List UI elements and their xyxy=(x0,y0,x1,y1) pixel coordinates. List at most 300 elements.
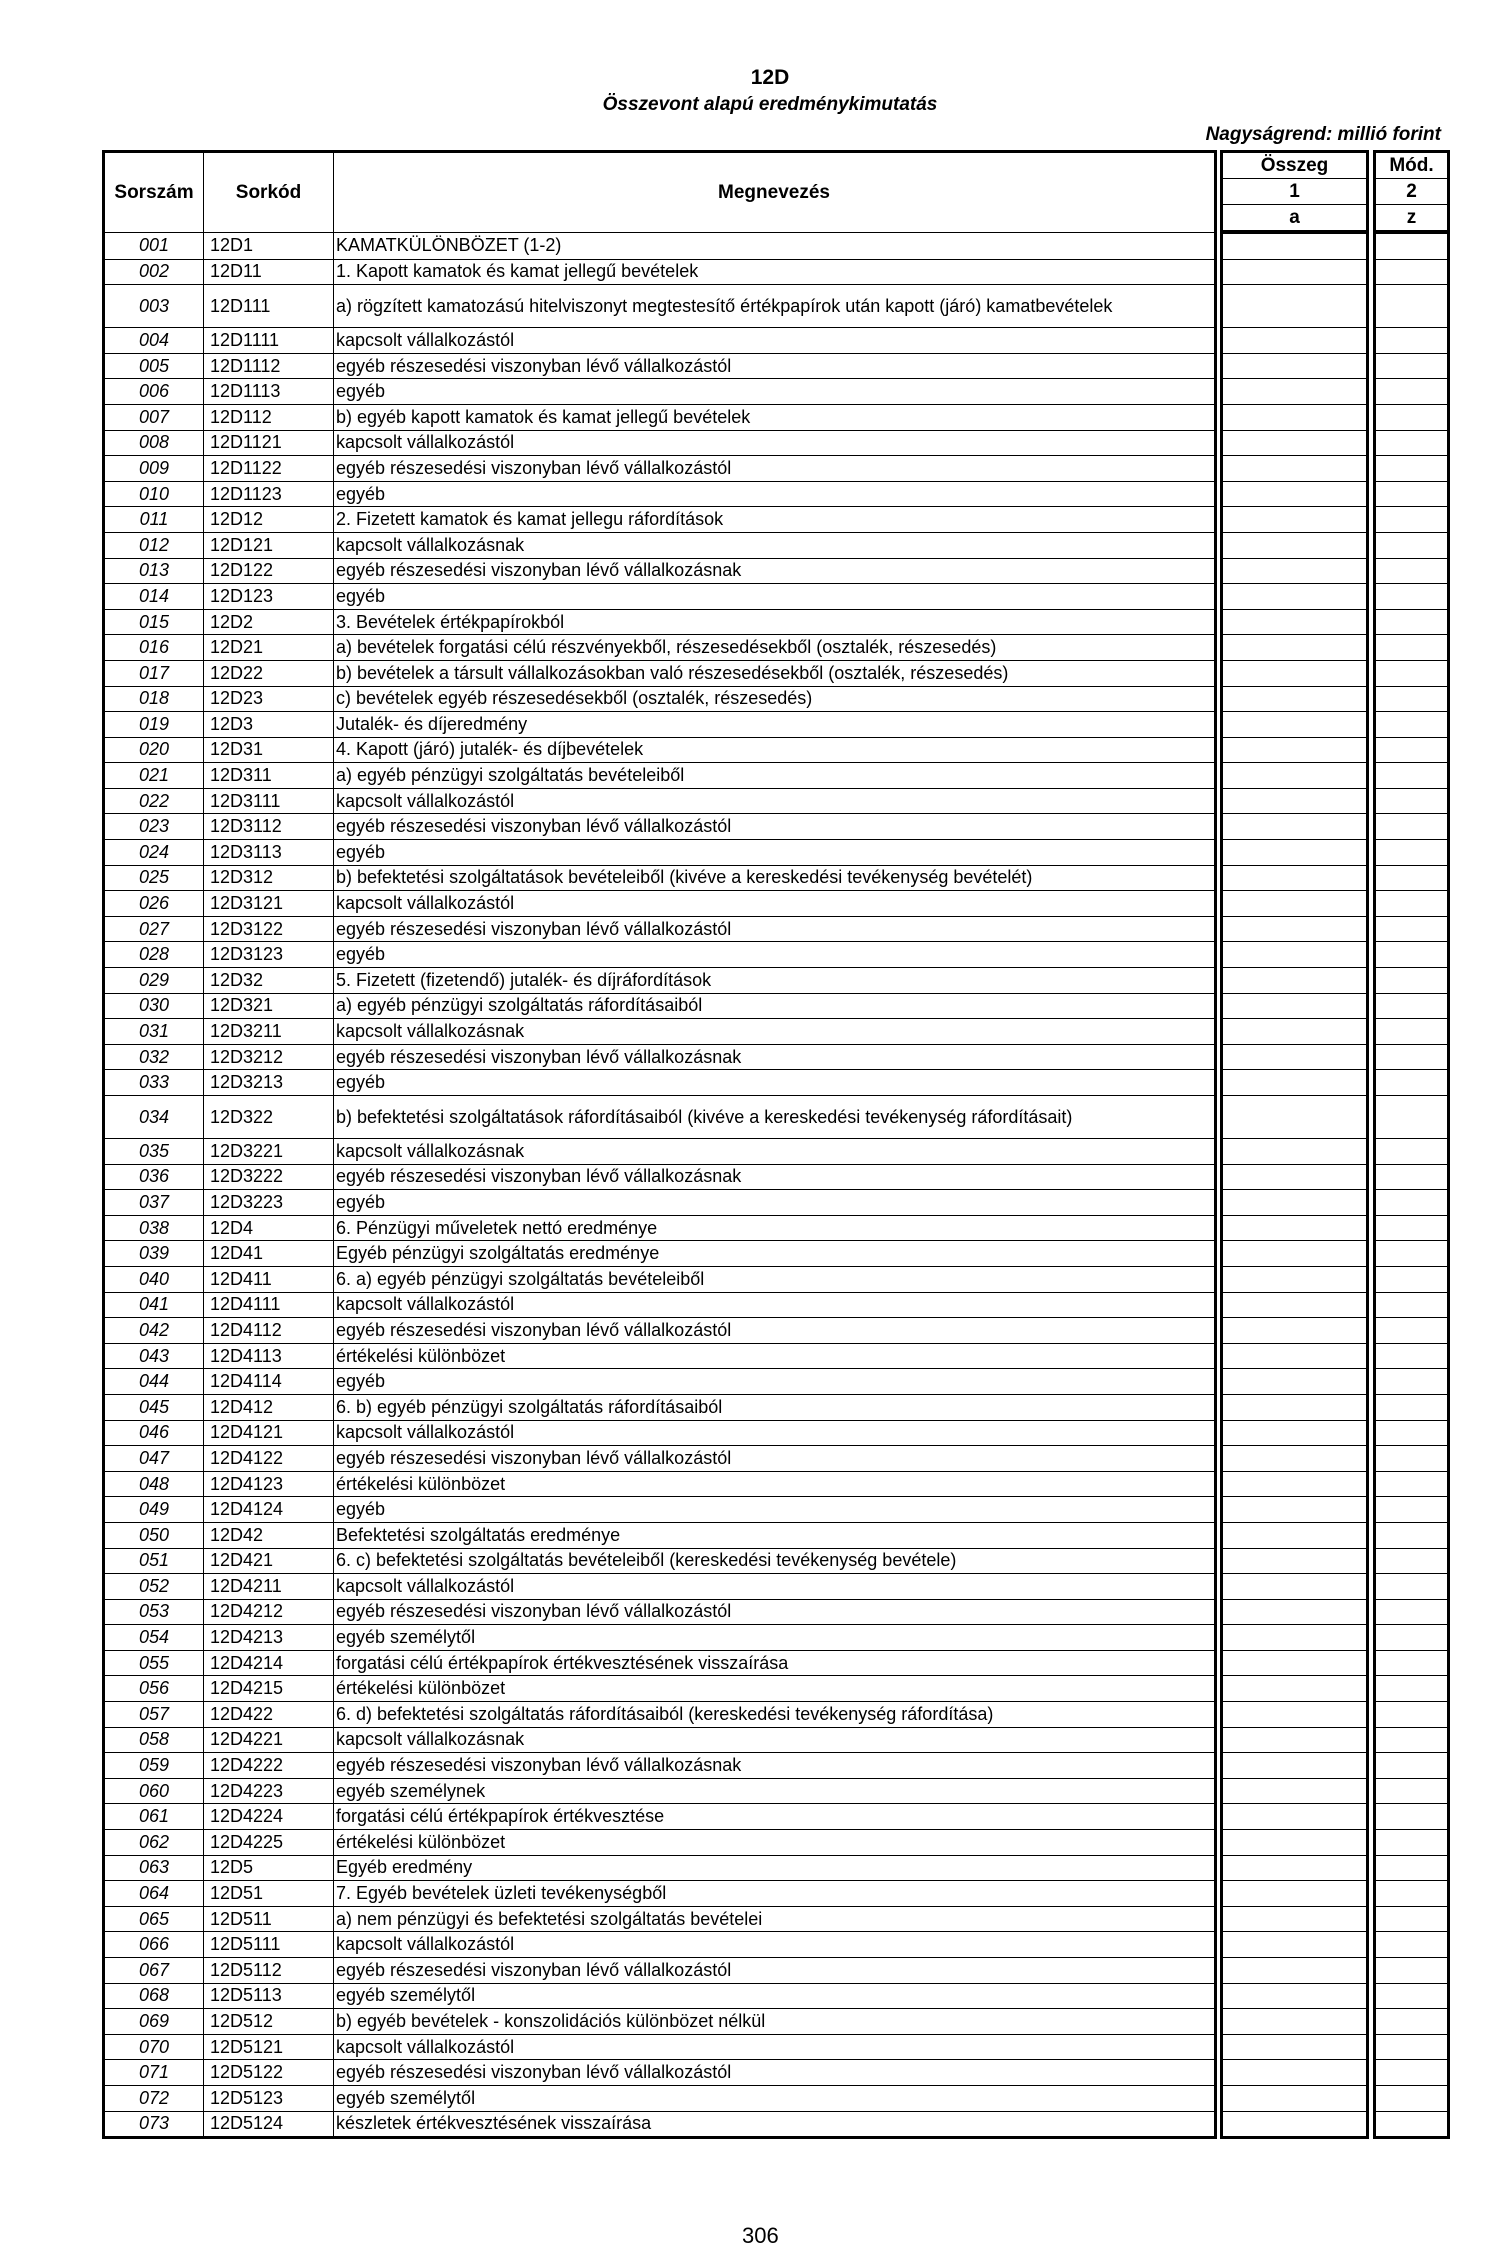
row-osszeg-input[interactable] xyxy=(1222,1164,1368,1190)
row-megnevezes: egyéb xyxy=(334,942,1216,968)
row-mod-input[interactable] xyxy=(1375,558,1449,584)
row-megnevezes: egyéb részesedési viszonyban lévő vállalkozástól xyxy=(334,353,1216,379)
row-mod-input[interactable] xyxy=(1375,1881,1449,1907)
row-sorkod: 12D1112 xyxy=(204,353,334,379)
row-osszeg-input[interactable] xyxy=(1222,1318,1368,1344)
row-mod-input[interactable] xyxy=(1375,1855,1449,1881)
row-osszeg-input[interactable] xyxy=(1222,328,1368,354)
row-sorkod: 12D412 xyxy=(204,1394,334,1420)
row-megnevezes: egyéb részesedési viszonyban lévő vállalkozástól xyxy=(334,814,1216,840)
row-megnevezes: c) bevételek egyéb részesedésekből (osztalék, részesedés) xyxy=(334,686,1216,712)
table-row xyxy=(104,609,1449,635)
table-row xyxy=(104,1727,1449,1753)
row-osszeg-input[interactable] xyxy=(1222,1855,1368,1881)
row-osszeg-input[interactable] xyxy=(1222,1599,1368,1625)
row-osszeg-input[interactable] xyxy=(1222,814,1368,840)
row-osszeg-input[interactable] xyxy=(1222,404,1368,430)
row-mod-input[interactable] xyxy=(1375,2060,1449,2086)
row-osszeg-input[interactable] xyxy=(1222,609,1368,635)
row-osszeg-input[interactable] xyxy=(1222,737,1368,763)
row-mod-input[interactable] xyxy=(1375,1906,1449,1932)
row-osszeg-input[interactable] xyxy=(1222,1241,1368,1267)
row-mod-input[interactable] xyxy=(1375,1215,1449,1241)
row-osszeg-input[interactable] xyxy=(1222,1958,1368,1984)
row-osszeg-input[interactable] xyxy=(1222,507,1368,533)
row-megnevezes: b) befektetési szolgáltatások bevételeiből (kivéve a kereskedési tevékenység bevételét) xyxy=(334,865,1216,891)
row-mod-input[interactable] xyxy=(1375,1778,1449,1804)
table-row xyxy=(104,1497,1449,1523)
row-osszeg-input[interactable] xyxy=(1222,379,1368,405)
row-sorszam: 014 xyxy=(104,584,204,610)
row-osszeg-input[interactable] xyxy=(1222,1139,1368,1165)
table-row xyxy=(104,1139,1449,1165)
row-sorszam: 023 xyxy=(104,814,204,840)
row-osszeg-input[interactable] xyxy=(1222,1753,1368,1779)
row-mod-input[interactable] xyxy=(1375,763,1449,789)
row-megnevezes: kapcsolt vállalkozástól xyxy=(334,1292,1216,1318)
row-sorkod: 12D31 xyxy=(204,737,334,763)
row-osszeg-input[interactable] xyxy=(1222,1215,1368,1241)
unit-label: Nagyságrend: millió forint xyxy=(1205,124,1441,145)
row-sorkod: 12D4213 xyxy=(204,1625,334,1651)
row-sorkod: 12D5 xyxy=(204,1855,334,1881)
row-megnevezes: 6. b) egyéb pénzügyi szolgáltatás ráfordításaiból xyxy=(334,1394,1216,1420)
row-osszeg-input[interactable] xyxy=(1222,712,1368,738)
row-mod-input[interactable] xyxy=(1375,1096,1449,1139)
row-mod-input[interactable] xyxy=(1375,1932,1449,1958)
row-mod-input[interactable] xyxy=(1375,686,1449,712)
row-sorkod: 12D4113 xyxy=(204,1343,334,1369)
table-row xyxy=(104,660,1449,686)
row-sorszam: 054 xyxy=(104,1625,204,1651)
row-osszeg-input[interactable] xyxy=(1222,285,1368,328)
row-osszeg-input[interactable] xyxy=(1222,1471,1368,1497)
row-mod-input[interactable] xyxy=(1375,968,1449,994)
table-row xyxy=(104,285,1449,328)
form-code: 12D xyxy=(750,66,790,89)
row-mod-input[interactable] xyxy=(1375,1804,1449,1830)
row-megnevezes: értékelési különbözet xyxy=(334,1343,1216,1369)
row-megnevezes: egyéb részesedési viszonyban lévő vállalkozástól xyxy=(334,1318,1216,1344)
row-sorszam: 061 xyxy=(104,1804,204,1830)
row-megnevezes: egyéb részesedési viszonyban lévő vállalkozástól xyxy=(334,1446,1216,1472)
table-row xyxy=(104,1599,1449,1625)
row-sorszam: 045 xyxy=(104,1394,204,1420)
row-sorszam: 006 xyxy=(104,379,204,405)
row-sorszam: 067 xyxy=(104,1958,204,1984)
row-megnevezes: egyéb részesedési viszonyban lévő vállalkozástól xyxy=(334,2060,1216,2086)
row-mod-input[interactable] xyxy=(1375,1497,1449,1523)
col-header-osszeg-num: 1 xyxy=(1222,179,1368,205)
row-megnevezes: kapcsolt vállalkozásnak xyxy=(334,1139,1216,1165)
row-osszeg-input[interactable] xyxy=(1222,942,1368,968)
row-sorszam: 002 xyxy=(104,259,204,285)
row-sorszam: 047 xyxy=(104,1446,204,1472)
row-sorszam: 039 xyxy=(104,1241,204,1267)
row-osszeg-input[interactable] xyxy=(1222,686,1368,712)
row-sorkod: 12D1122 xyxy=(204,456,334,482)
row-osszeg-input[interactable] xyxy=(1222,430,1368,456)
row-mod-input[interactable] xyxy=(1375,993,1449,1019)
row-mod-input[interactable] xyxy=(1375,1650,1449,1676)
row-megnevezes: egyéb xyxy=(334,584,1216,610)
row-mod-input[interactable] xyxy=(1375,1343,1449,1369)
table-row xyxy=(104,1932,1449,1958)
row-megnevezes: kapcsolt vállalkozásnak xyxy=(334,1019,1216,1045)
row-osszeg-input[interactable] xyxy=(1222,1727,1368,1753)
row-mod-input[interactable] xyxy=(1375,507,1449,533)
row-osszeg-input[interactable] xyxy=(1222,1292,1368,1318)
row-megnevezes: egyéb részesedési viszonyban lévő vállalkozásnak xyxy=(334,1753,1216,1779)
row-sorszam: 029 xyxy=(104,968,204,994)
row-sorszam: 013 xyxy=(104,558,204,584)
table-row xyxy=(104,1625,1449,1651)
row-sorszam: 019 xyxy=(104,712,204,738)
table-row xyxy=(104,942,1449,968)
row-osszeg-input[interactable] xyxy=(1222,1190,1368,1216)
row-sorszam: 028 xyxy=(104,942,204,968)
row-mod-input[interactable] xyxy=(1375,660,1449,686)
row-mod-input[interactable] xyxy=(1375,1446,1449,1472)
row-megnevezes: 7. Egyéb bevételek üzleti tevékenységből xyxy=(334,1881,1216,1907)
table-row xyxy=(104,2009,1449,2035)
row-mod-input[interactable] xyxy=(1375,1139,1449,1165)
row-sorkod: 12D4 xyxy=(204,1215,334,1241)
table-row xyxy=(104,1019,1449,1045)
row-osszeg-input[interactable] xyxy=(1222,660,1368,686)
table-row xyxy=(104,404,1449,430)
row-megnevezes: kapcsolt vállalkozástól xyxy=(334,328,1216,354)
row-megnevezes: 3. Bevételek értékpapírokból xyxy=(334,609,1216,635)
row-sorkod: 12D51 xyxy=(204,1881,334,1907)
table-row xyxy=(104,1778,1449,1804)
row-sorkod: 12D322 xyxy=(204,1096,334,1139)
row-mod-input[interactable] xyxy=(1375,1471,1449,1497)
row-mod-input[interactable] xyxy=(1375,814,1449,840)
col-header-megnevezes: Megnevezés xyxy=(334,152,1216,233)
table-row xyxy=(104,1215,1449,1241)
row-sorkod: 12D3213 xyxy=(204,1070,334,1096)
row-sorszam: 064 xyxy=(104,1881,204,1907)
row-mod-input[interactable] xyxy=(1375,481,1449,507)
row-mod-input[interactable] xyxy=(1375,1241,1449,1267)
row-osszeg-input[interactable] xyxy=(1222,865,1368,891)
row-sorszam: 005 xyxy=(104,353,204,379)
row-osszeg-input[interactable] xyxy=(1222,1881,1368,1907)
row-mod-input[interactable] xyxy=(1375,1548,1449,1574)
row-megnevezes: kapcsolt vállalkozástól xyxy=(334,788,1216,814)
row-mod-input[interactable] xyxy=(1375,1727,1449,1753)
row-sorkod: 12D3111 xyxy=(204,788,334,814)
row-osszeg-input[interactable] xyxy=(1222,635,1368,661)
row-mod-input[interactable] xyxy=(1375,1164,1449,1190)
row-sorszam: 046 xyxy=(104,1420,204,1446)
row-sorkod: 12D3122 xyxy=(204,916,334,942)
row-megnevezes: b) befektetési szolgáltatások ráfordításaiból (kivéve a kereskedési tevékenység ráfordításait) xyxy=(334,1096,1216,1139)
row-sorkod: 12D4124 xyxy=(204,1497,334,1523)
row-sorkod: 12D3 xyxy=(204,712,334,738)
row-sorkod: 12D4123 xyxy=(204,1471,334,1497)
row-mod-input[interactable] xyxy=(1375,584,1449,610)
row-megnevezes: Jutalék- és díjeredmény xyxy=(334,712,1216,738)
row-sorkod: 12D111 xyxy=(204,285,334,328)
row-mod-input[interactable] xyxy=(1375,737,1449,763)
table-row xyxy=(104,1753,1449,1779)
row-megnevezes: egyéb részesedési viszonyban lévő vállalkozástól xyxy=(334,456,1216,482)
row-osszeg-input[interactable] xyxy=(1222,1676,1368,1702)
row-osszeg-input[interactable] xyxy=(1222,456,1368,482)
row-mod-input[interactable] xyxy=(1375,1625,1449,1651)
table-row xyxy=(104,2085,1449,2111)
row-megnevezes: kapcsolt vállalkozástól xyxy=(334,430,1216,456)
row-mod-input[interactable] xyxy=(1375,788,1449,814)
row-osszeg-input[interactable] xyxy=(1222,1650,1368,1676)
row-osszeg-input[interactable] xyxy=(1222,1369,1368,1395)
row-sorkod: 12D121 xyxy=(204,532,334,558)
row-mod-input[interactable] xyxy=(1375,1369,1449,1395)
row-megnevezes: egyéb xyxy=(334,379,1216,405)
row-sorkod: 12D5121 xyxy=(204,2034,334,2060)
row-sorszam: 057 xyxy=(104,1702,204,1728)
row-osszeg-input[interactable] xyxy=(1222,1070,1368,1096)
row-sorkod: 12D5124 xyxy=(204,2111,334,2138)
row-sorszam: 052 xyxy=(104,1574,204,1600)
row-sorkod: 12D4111 xyxy=(204,1292,334,1318)
row-osszeg-input[interactable] xyxy=(1222,1906,1368,1932)
row-mod-input[interactable] xyxy=(1375,1292,1449,1318)
row-osszeg-input[interactable] xyxy=(1222,259,1368,285)
row-megnevezes: Egyéb pénzügyi szolgáltatás eredménye xyxy=(334,1241,1216,1267)
row-mod-input[interactable] xyxy=(1375,1394,1449,1420)
row-osszeg-input[interactable] xyxy=(1222,1019,1368,1045)
row-osszeg-input[interactable] xyxy=(1222,1420,1368,1446)
table-body xyxy=(104,232,1449,2138)
row-osszeg-input[interactable] xyxy=(1222,788,1368,814)
row-sorkod: 12D4225 xyxy=(204,1830,334,1856)
row-osszeg-input[interactable] xyxy=(1222,532,1368,558)
table-row xyxy=(104,1420,1449,1446)
row-mod-input[interactable] xyxy=(1375,2085,1449,2111)
row-megnevezes: forgatási célú értékpapírok értékvesztésének visszaírása xyxy=(334,1650,1216,1676)
row-sorkod: 12D5113 xyxy=(204,1983,334,2009)
row-osszeg-input[interactable] xyxy=(1222,558,1368,584)
row-megnevezes: a) egyéb pénzügyi szolgáltatás bevételeiből xyxy=(334,763,1216,789)
row-megnevezes: 1. Kapott kamatok és kamat jellegű bevételek xyxy=(334,259,1216,285)
row-sorkod: 12D3212 xyxy=(204,1044,334,1070)
row-osszeg-input[interactable] xyxy=(1222,2034,1368,2060)
row-sorszam: 010 xyxy=(104,481,204,507)
row-mod-input[interactable] xyxy=(1375,1958,1449,1984)
row-sorkod: 12D512 xyxy=(204,2009,334,2035)
table-row xyxy=(104,763,1449,789)
table-row xyxy=(104,1164,1449,1190)
row-mod-input[interactable] xyxy=(1375,891,1449,917)
row-megnevezes: egyéb személytől xyxy=(334,1983,1216,2009)
row-megnevezes: egyéb részesedési viszonyban lévő vállalkozásnak xyxy=(334,558,1216,584)
row-mod-input[interactable] xyxy=(1375,1019,1449,1045)
row-mod-input[interactable] xyxy=(1375,635,1449,661)
row-mod-input[interactable] xyxy=(1375,1522,1449,1548)
row-mod-input[interactable] xyxy=(1375,1676,1449,1702)
row-sorkod: 12D12 xyxy=(204,507,334,533)
row-megnevezes: kapcsolt vállalkozástól xyxy=(334,2034,1216,2060)
row-sorkod: 12D421 xyxy=(204,1548,334,1574)
row-mod-input[interactable] xyxy=(1375,840,1449,866)
row-osszeg-input[interactable] xyxy=(1222,1778,1368,1804)
row-megnevezes: 4. Kapott (járó) jutalék- és díjbevételek xyxy=(334,737,1216,763)
row-mod-input[interactable] xyxy=(1375,532,1449,558)
row-sorszam: 042 xyxy=(104,1318,204,1344)
row-megnevezes: egyéb xyxy=(334,481,1216,507)
row-osszeg-input[interactable] xyxy=(1222,481,1368,507)
row-sorkod: 12D32 xyxy=(204,968,334,994)
row-mod-input[interactable] xyxy=(1375,2034,1449,2060)
row-osszeg-input[interactable] xyxy=(1222,1497,1368,1523)
row-osszeg-input[interactable] xyxy=(1222,763,1368,789)
row-osszeg-input[interactable] xyxy=(1222,584,1368,610)
row-osszeg-input[interactable] xyxy=(1222,891,1368,917)
row-mod-input[interactable] xyxy=(1375,1266,1449,1292)
row-sorszam: 035 xyxy=(104,1139,204,1165)
row-mod-input[interactable] xyxy=(1375,916,1449,942)
row-megnevezes: 6. Pénzügyi műveletek nettó eredménye xyxy=(334,1215,1216,1241)
row-sorszam: 056 xyxy=(104,1676,204,1702)
table-row xyxy=(104,916,1449,942)
row-mod-input[interactable] xyxy=(1375,1599,1449,1625)
row-megnevezes: egyéb részesedési viszonyban lévő vállalkozástól xyxy=(334,1599,1216,1625)
row-sorszam: 043 xyxy=(104,1343,204,1369)
table-row xyxy=(104,1522,1449,1548)
row-sorszam: 050 xyxy=(104,1522,204,1548)
table-row xyxy=(104,1292,1449,1318)
table-row xyxy=(104,993,1449,1019)
row-mod-input[interactable] xyxy=(1375,430,1449,456)
row-sorszam: 018 xyxy=(104,686,204,712)
row-osszeg-input[interactable] xyxy=(1222,232,1368,259)
row-osszeg-input[interactable] xyxy=(1222,840,1368,866)
row-osszeg-input[interactable] xyxy=(1222,968,1368,994)
row-osszeg-input[interactable] xyxy=(1222,1522,1368,1548)
row-mod-input[interactable] xyxy=(1375,232,1449,259)
row-mod-input[interactable] xyxy=(1375,1574,1449,1600)
row-osszeg-input[interactable] xyxy=(1222,1343,1368,1369)
row-osszeg-input[interactable] xyxy=(1222,1394,1368,1420)
row-sorszam: 027 xyxy=(104,916,204,942)
row-sorszam: 062 xyxy=(104,1830,204,1856)
row-osszeg-input[interactable] xyxy=(1222,1983,1368,2009)
row-osszeg-input[interactable] xyxy=(1222,1044,1368,1070)
row-osszeg-input[interactable] xyxy=(1222,2085,1368,2111)
table-row xyxy=(104,430,1449,456)
row-sorszam: 017 xyxy=(104,660,204,686)
table-row xyxy=(104,1830,1449,1856)
table-row xyxy=(104,558,1449,584)
row-megnevezes: b) bevételek a társult vállalkozásokban való részesedésekből (osztalék, részesedés) xyxy=(334,660,1216,686)
row-mod-input[interactable] xyxy=(1375,328,1449,354)
row-sorkod: 12D1111 xyxy=(204,328,334,354)
table-row xyxy=(104,840,1449,866)
row-sorszam: 008 xyxy=(104,430,204,456)
row-mod-input[interactable] xyxy=(1375,1318,1449,1344)
row-osszeg-input[interactable] xyxy=(1222,2111,1368,2138)
row-sorszam: 066 xyxy=(104,1932,204,1958)
row-sorkod: 12D4221 xyxy=(204,1727,334,1753)
row-mod-input[interactable] xyxy=(1375,456,1449,482)
row-mod-input[interactable] xyxy=(1375,1983,1449,2009)
row-osszeg-input[interactable] xyxy=(1222,993,1368,1019)
row-megnevezes: egyéb részesedési viszonyban lévő vállalkozásnak xyxy=(334,1044,1216,1070)
row-sorkod: 12D511 xyxy=(204,1906,334,1932)
row-mod-input[interactable] xyxy=(1375,1702,1449,1728)
row-mod-input[interactable] xyxy=(1375,1044,1449,1070)
col-header-mod: Mód. xyxy=(1375,152,1449,179)
row-osszeg-input[interactable] xyxy=(1222,1096,1368,1139)
row-sorszam: 032 xyxy=(104,1044,204,1070)
row-sorkod: 12D11 xyxy=(204,259,334,285)
row-sorkod: 12D4214 xyxy=(204,1650,334,1676)
row-mod-input[interactable] xyxy=(1375,285,1449,328)
row-osszeg-input[interactable] xyxy=(1222,916,1368,942)
row-osszeg-input[interactable] xyxy=(1222,1266,1368,1292)
table-row xyxy=(104,2111,1449,2138)
row-sorszam: 049 xyxy=(104,1497,204,1523)
row-sorkod: 12D123 xyxy=(204,584,334,610)
row-mod-input[interactable] xyxy=(1375,865,1449,891)
row-sorkod: 12D321 xyxy=(204,993,334,1019)
row-osszeg-input[interactable] xyxy=(1222,353,1368,379)
row-mod-input[interactable] xyxy=(1375,1420,1449,1446)
row-mod-input[interactable] xyxy=(1375,942,1449,968)
row-mod-input[interactable] xyxy=(1375,259,1449,285)
row-megnevezes: 2. Fizetett kamatok és kamat jellegu ráfordítások xyxy=(334,507,1216,533)
row-osszeg-input[interactable] xyxy=(1222,1446,1368,1472)
row-osszeg-input[interactable] xyxy=(1222,2009,1368,2035)
row-mod-input[interactable] xyxy=(1375,609,1449,635)
row-osszeg-input[interactable] xyxy=(1222,2060,1368,2086)
row-osszeg-input[interactable] xyxy=(1222,1830,1368,1856)
table-row xyxy=(104,1574,1449,1600)
row-mod-input[interactable] xyxy=(1375,353,1449,379)
table-row xyxy=(104,1983,1449,2009)
row-osszeg-input[interactable] xyxy=(1222,1932,1368,1958)
row-osszeg-input[interactable] xyxy=(1222,1548,1368,1574)
row-osszeg-input[interactable] xyxy=(1222,1625,1368,1651)
table-row xyxy=(104,1096,1449,1139)
row-osszeg-input[interactable] xyxy=(1222,1804,1368,1830)
row-mod-input[interactable] xyxy=(1375,712,1449,738)
row-osszeg-input[interactable] xyxy=(1222,1574,1368,1600)
row-sorszam: 001 xyxy=(104,232,204,259)
row-sorszam: 069 xyxy=(104,2009,204,2035)
row-mod-input[interactable] xyxy=(1375,1190,1449,1216)
row-sorkod: 12D3222 xyxy=(204,1164,334,1190)
row-mod-input[interactable] xyxy=(1375,1830,1449,1856)
row-mod-input[interactable] xyxy=(1375,2111,1449,2138)
table-row xyxy=(104,1855,1449,1881)
row-sorszam: 034 xyxy=(104,1096,204,1139)
row-osszeg-input[interactable] xyxy=(1222,1702,1368,1728)
row-megnevezes: egyéb xyxy=(334,1369,1216,1395)
row-sorkod: 12D5122 xyxy=(204,2060,334,2086)
row-mod-input[interactable] xyxy=(1375,379,1449,405)
row-sorszam: 058 xyxy=(104,1727,204,1753)
row-mod-input[interactable] xyxy=(1375,404,1449,430)
row-mod-input[interactable] xyxy=(1375,1753,1449,1779)
row-mod-input[interactable] xyxy=(1375,1070,1449,1096)
row-sorszam: 020 xyxy=(104,737,204,763)
row-mod-input[interactable] xyxy=(1375,2009,1449,2035)
table-row xyxy=(104,891,1449,917)
